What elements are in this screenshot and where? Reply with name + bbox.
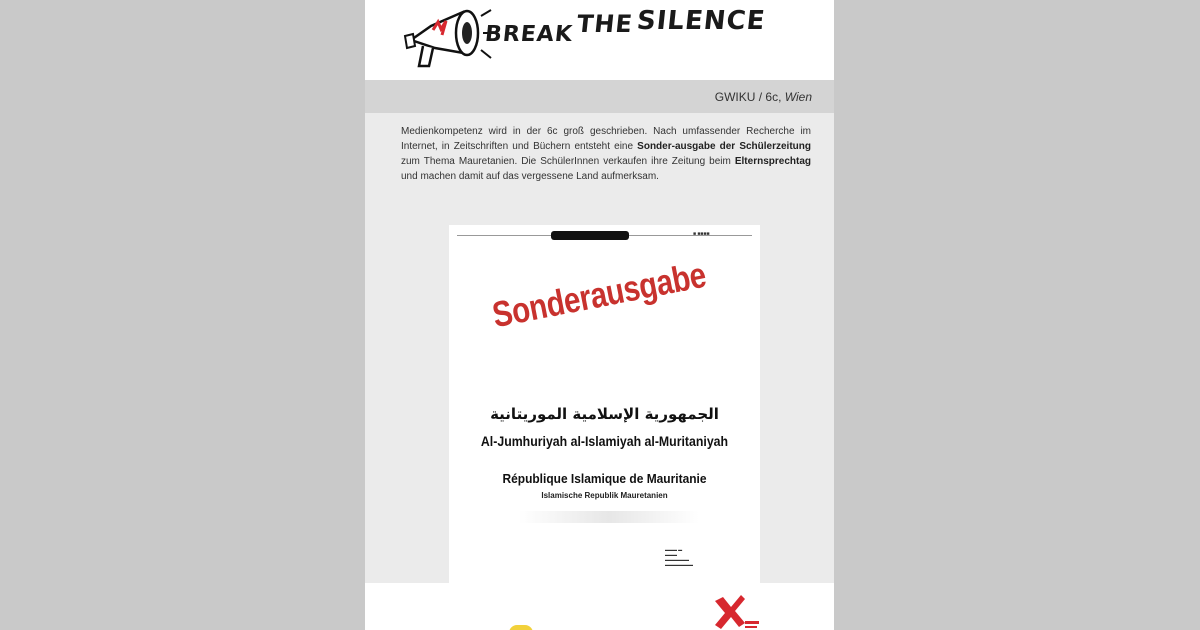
article-text-part: und machen damit auf das vergessene Land aufmerksam.: [401, 171, 659, 182]
cover-french-name: République Islamique de Mauritanie: [502, 471, 707, 486]
header: [365, 0, 834, 80]
newspaper-cover-image: [449, 225, 760, 583]
location-band: [365, 80, 834, 113]
cover-title: Sonderausgabe: [489, 253, 709, 336]
logo-word-silence: SILENCE: [635, 6, 767, 36]
cover-corner-mark: ■ ■■■■: [693, 231, 710, 237]
logo-word-break: BREAK: [483, 22, 575, 47]
cover-german-name: Islamische Republik Mauretanien: [541, 491, 668, 500]
sun-logo-icon: [509, 625, 533, 630]
cover-arabic-name: الجمهورية الإسلامية الموريتانية: [490, 405, 719, 423]
cover-masthead-bar: [551, 231, 629, 240]
location-label: [715, 90, 812, 104]
newsletter-page: [365, 0, 834, 630]
cover-faded-text: [519, 511, 699, 523]
cover-transliteration: Al-Jumhuriyah al-Islamiyah al-Muritaniyah: [480, 433, 729, 449]
megaphone-icon: [401, 2, 497, 72]
article-bold-schuelerzeitung: Sonder-ausgabe der Schülerzeitung: [637, 141, 811, 152]
logo-word-the: THE: [575, 10, 635, 38]
article-bold-elternsprechtag: Elternsprechtag: [734, 156, 811, 167]
article-text-part: Medienkompetenz wird in der 6c groß geschrieben. Nach umfassender Recherche im Internet, in Zeitschriften und Büchern entsteht eine: [401, 126, 811, 152]
footer-logos: [365, 583, 834, 630]
article-text: [401, 124, 811, 184]
msf-logo-icon: [701, 593, 761, 630]
article-text-part: zum Thema Mauretanien. Die SchülerInnen verkaufen ihre Zeitung beim: [401, 156, 735, 167]
cover-small-print: ▬▬▬ ▬ ▬▬▬ ▬▬▬▬▬▬ ▬▬▬▬▬▬▬: [665, 547, 693, 567]
city: Wien: [784, 90, 812, 104]
school-class: GWIKU / 6c,: [714, 90, 782, 104]
